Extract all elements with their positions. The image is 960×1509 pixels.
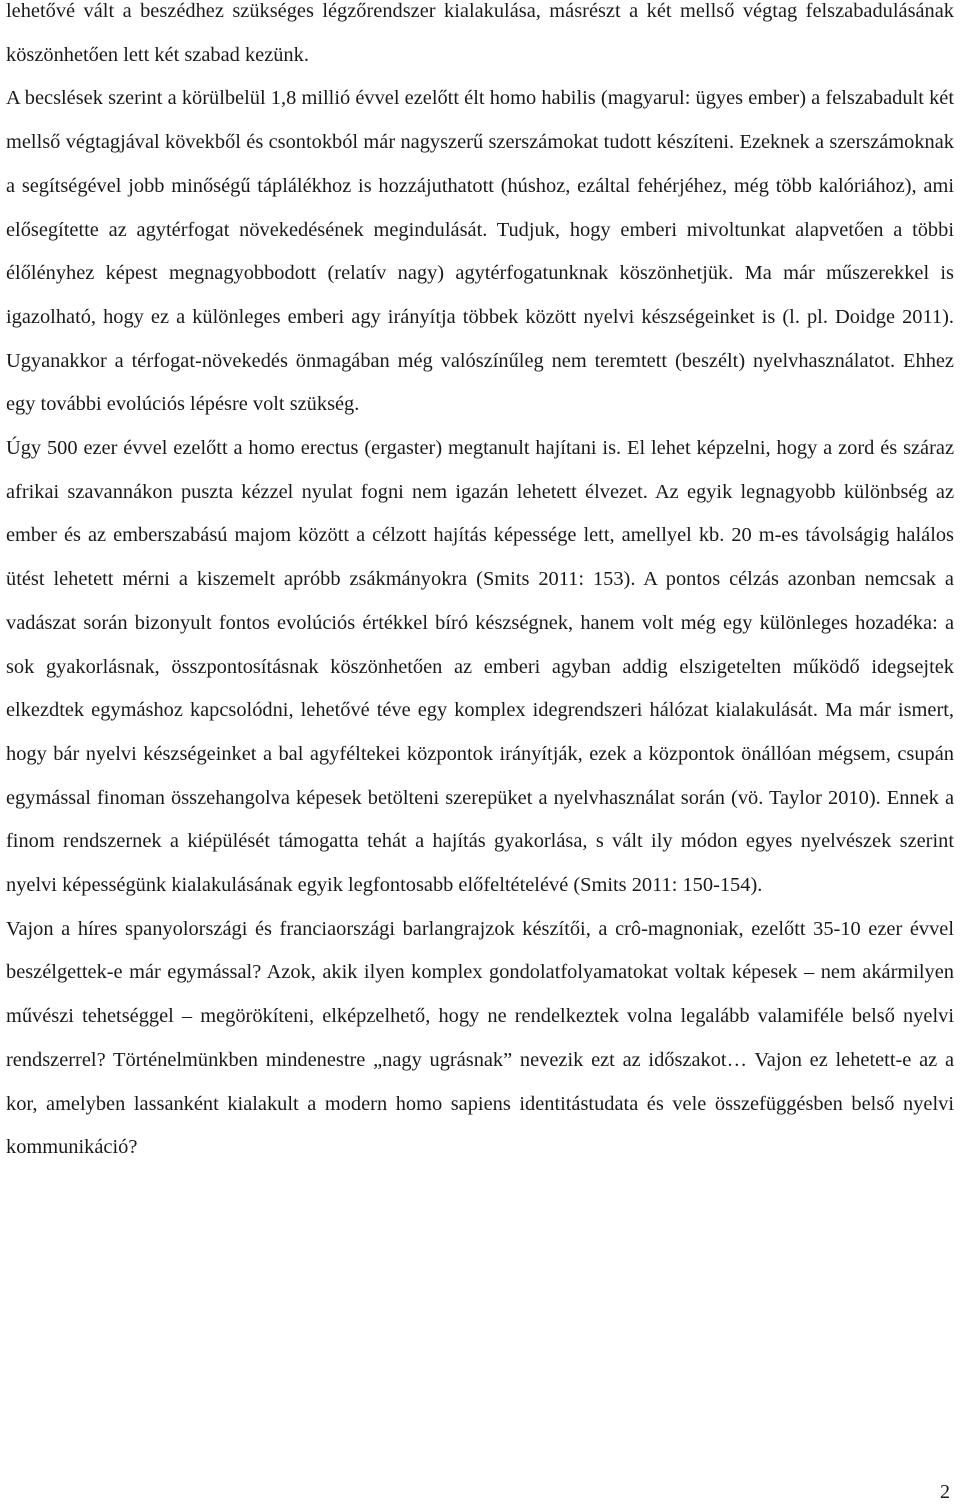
paragraph: Vajon a híres spanyolországi és franciaországi barlangrajzok készítői, a crô-magnoniak, ezelőtt 35-10 ezer évvel beszélgettek-e már egymással? Azok, akik ilyen komplex gondolatfolyamatokat voltak képesek – nem akármilyen művészi tehetséggel – megörökíteni, elképzelhető, hogy ne rendelkeztek volna legalább valamiféle belső nyelvi rendszerrel? Történelmünkben mindenestre „nagy ugrásnak” nevezik ezt az időszakot… Vajon ez lehetett-e az a kor, amelyben lassanként kialakult a modern homo sapiens identitástudata és vele összefüggésben belső nyelvi kommunikáció? (6, 917, 954, 1159)
paragraph: A becslések szerint a körülbelül 1,8 millió évvel ezelőtt élt homo habilis (magyarul: ügyes ember) a felszabadult két mellső végtagjával kövekből és csontokból már nagyszerű szerszámokat tudott készíteni. Ezeknek a szerszámoknak a segítségével jobb minőségű táplálékhoz is hozzájuthatott (húshoz, ezáltal fehérjéhez, még több kalóriához), ami elősegítette az agytérfogat növekedésének megindulását. Tudjuk, hogy emberi mivoltunkat alapvetően a többi élőlényhez képest megnagyobbodott (relatív nagy) agytérfogatunknak köszönhetjük. Ma már műszerekkel is igazolható, hogy ez a különleges emberi agy irányítja többek között nyelvi készségeinket is (l. pl. Doidge 2011). Ugyanakkor a térfogat-növekedés önmagában még valószínűleg nem teremtett (beszélt) nyelvhasználatot. Ehhez egy további evolúciós lépésre volt szükség. (6, 87, 954, 416)
document-body (6, 0, 954, 1170)
paragraph: lehetővé vált a beszédhez szükséges légzőrendszer kialakulása, másrészt a két mellső végtag felszabadulásának köszönhetően lett két szabad kezünk. (6, 0, 954, 66)
page-number: 2 (940, 1481, 950, 1503)
paragraph: Úgy 500 ezer évvel ezelőtt a homo erectus (ergaster) megtanult hajítani is. El lehet képzelni, hogy a zord és száraz afrikai szavannákon puszta kézzel nyulat fogni nem igazán lehetett élvezet. Az egyik legnagyobb különbség az ember és az emberszabású majom között a célzott hajítás képessége lett, amellyel kb. 20 m-es távolságig halálos ütést lehetett mérni a kiszemelt apróbb zsákmányokra (Smits 2011: 153). A pontos célzás azonban nemcsak a vadászat során bizonyult fontos evolúciós értékkel bíró készségnek, hanem volt még egy különleges hozadéka: a sok gyakorlásnak, összpontosításnak köszönhetően az emberi agyban addig elszigetelten működő idegsejtek elkezdtek egymáshoz kapcsolódni, lehetővé téve egy komplex idegrendszeri hálózat kialakulását. Ma már ismert, hogy bár nyelvi készségeinket a bal agyféltekei központok irányítják, ezek a központok önállóan mégsem, csupán egymással finoman összehangolva képesek betölteni szerepüket a nyelvhasználat során (vö. Taylor 2010). Ennek a finom rendszernek a kiépülését támogatta tehát a hajítás gyakorlása, s vált ily módon egyes nyelvészek szerint nyelvi képességünk kialakulásának egyik legfontosabb előfeltételévé (Smits 2011: 150-154). (6, 437, 954, 897)
